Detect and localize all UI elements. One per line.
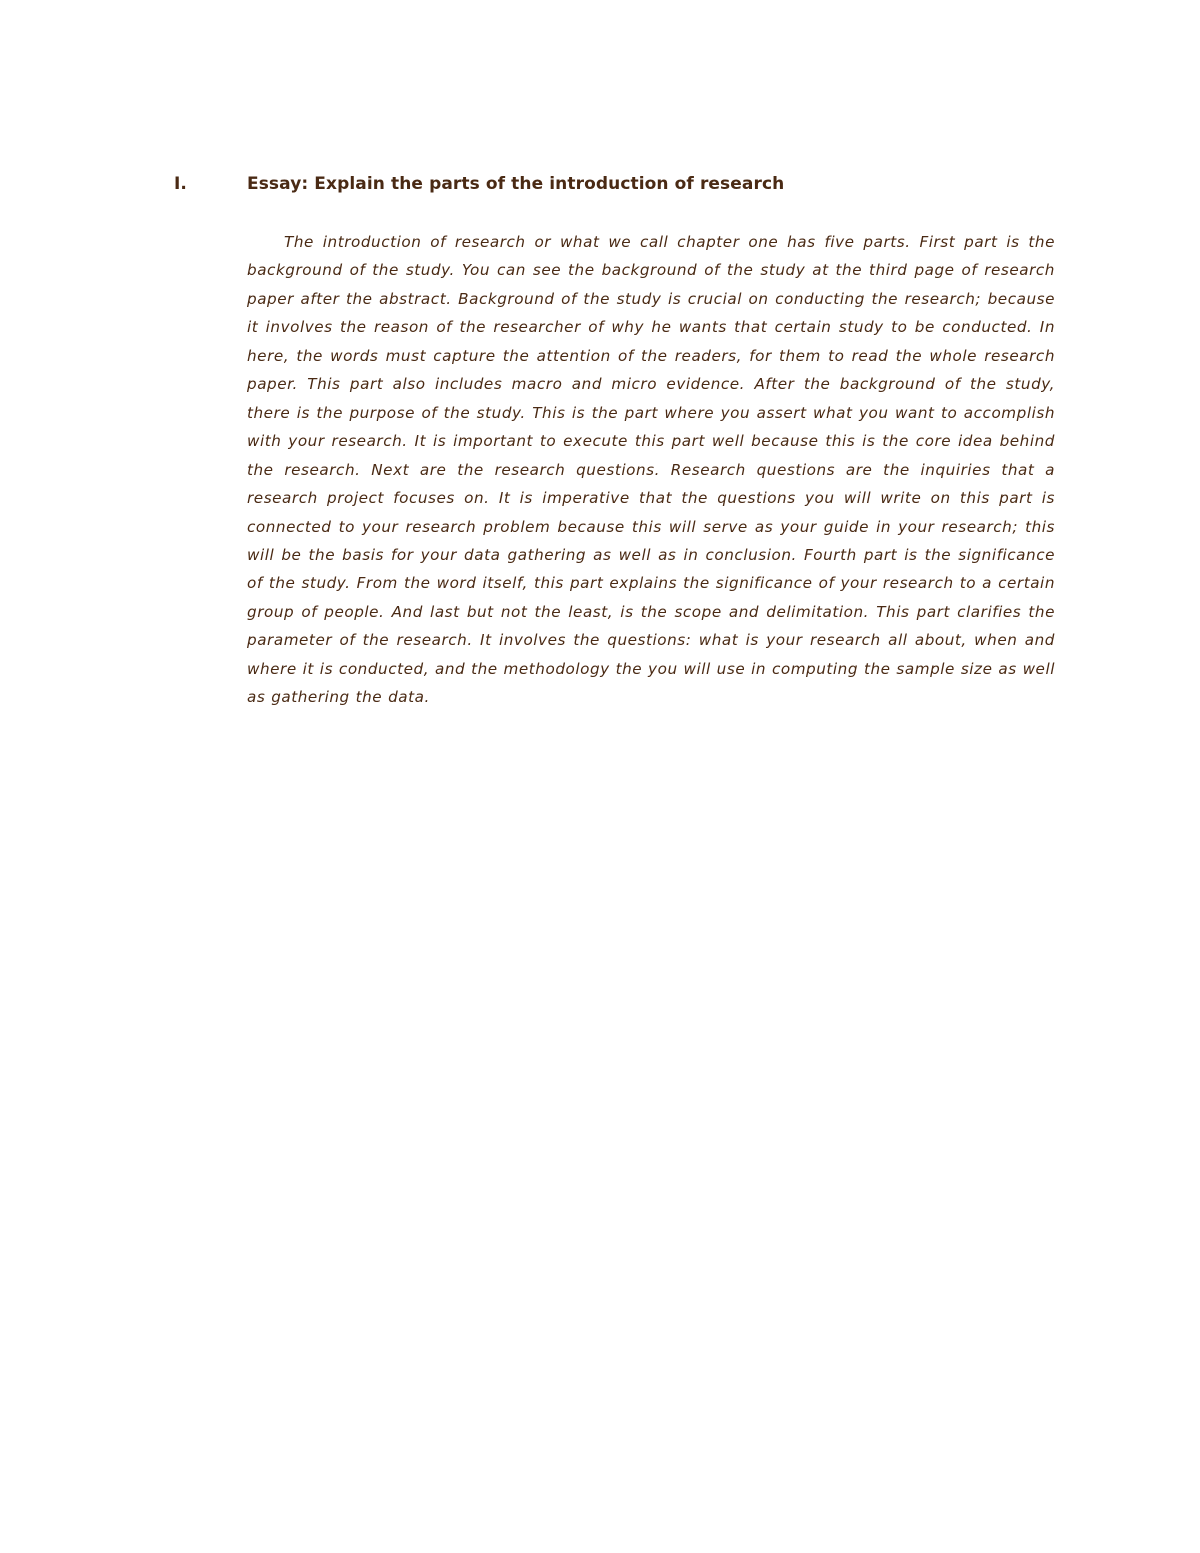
question-numeral: I.	[174, 174, 187, 194]
essay-answer-paragraph: The introduction of research or what we call chapter one has five parts. First part is the background of the study. You can see the background of the study at the third page of research paper after the abstract. Background of the study is crucial on conducting the research; because it involves the reason of the researcher of why he wants that certain study to be conducted. In here, the words must capture the attention of the readers, for them to read the whole research paper. This part also includes macro and micro evidence. After the background of the study, there is the purpose of the study. This is the part where you assert what you want to accomplish with your research. It is important to execute this part well because this is the core idea behind the research. Next are the research questions. Research questions are the inquiries that a research project focuses on. It is imperative that the questions you will write on this part is connected to your research problem because this will serve as your guide in your research; this will be the basis for your data gathering as well as in conclusion. Fourth part is the significance of the study. From the word itself, this part explains the significance of your research to a certain group of people. And last but not the least, is the scope and delimitation. This part clarifies the parameter of the research. It involves the questions: what is your research all about, when and where it is conducted, and the methodology the you will use in computing the sample size as well as gathering the data.	[247, 233, 1055, 707]
question-title: Essay: Explain the parts of the introduction of research	[247, 174, 785, 194]
